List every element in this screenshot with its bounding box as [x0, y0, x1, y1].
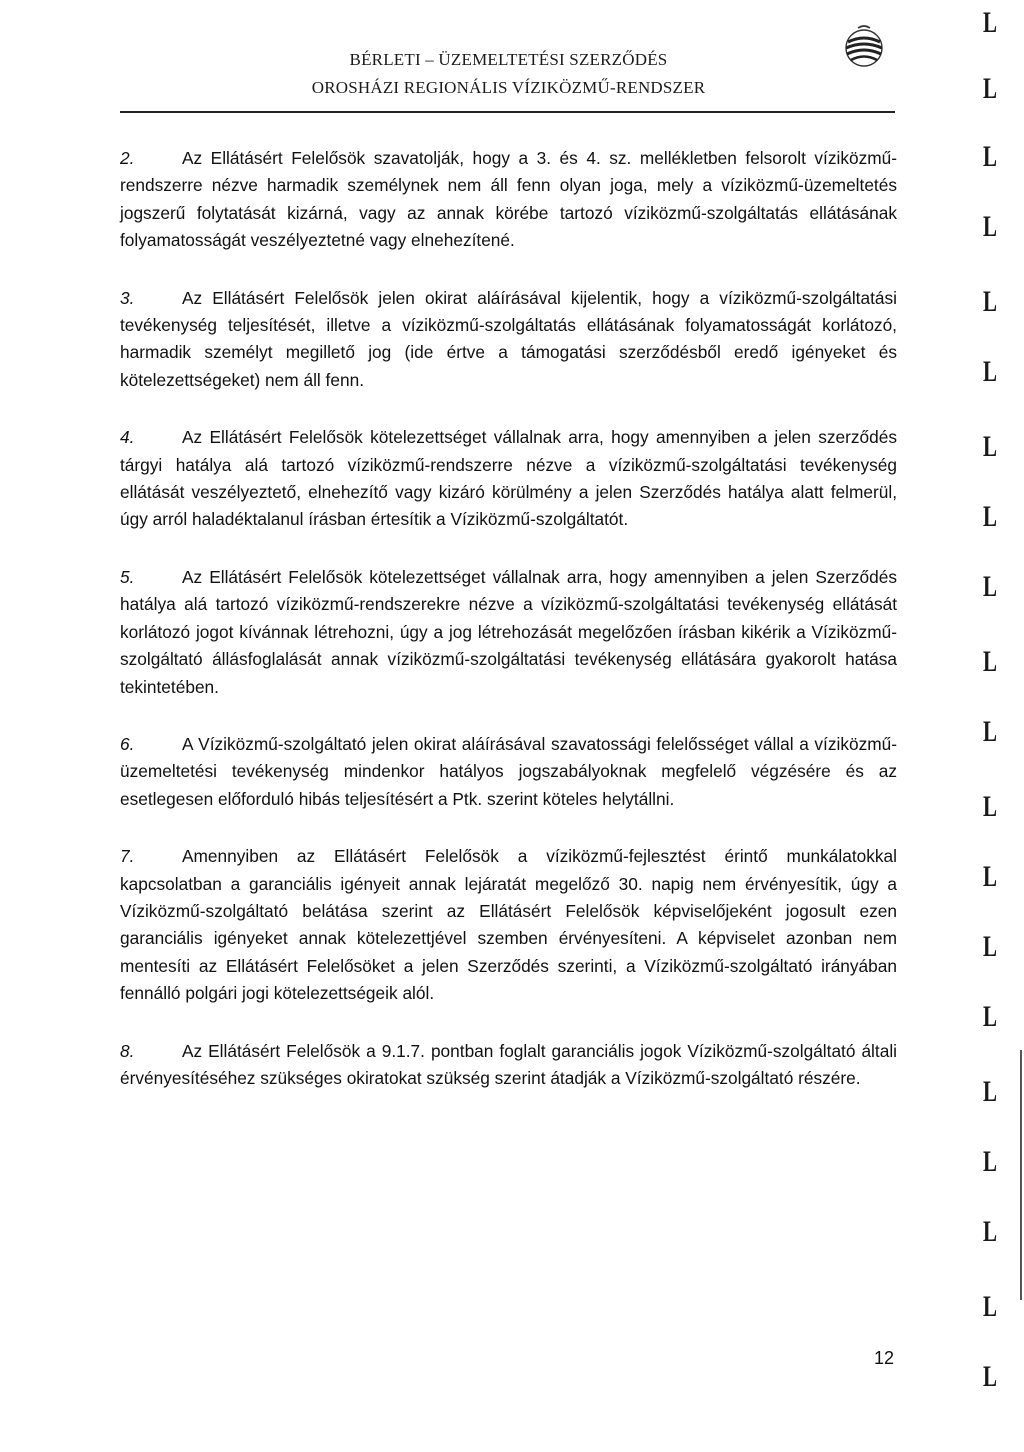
- edge-mark: L: [983, 210, 998, 243]
- edge-mark: L: [983, 430, 998, 463]
- clause-number: 5.: [120, 566, 135, 587]
- edge-mark: L: [983, 500, 998, 533]
- scan-edge-line: [1020, 1050, 1022, 1300]
- edge-mark: L: [983, 1290, 998, 1323]
- clause-2: [120, 145, 897, 255]
- edge-mark: L: [983, 1360, 998, 1393]
- edge-mark: L: [983, 930, 998, 963]
- clause-8: [120, 1038, 897, 1093]
- edge-mark: L: [983, 355, 998, 388]
- clause-text: Az Ellátásért Felelősök jelen okirat aláírásával kijelentik, hogy a víziközmű-szolgáltatási tevékenység teljesítését, illetve a víziközmű-szolgáltatás ellátásának folyamatosságát korlátozó, harmadik személyt megillető jog (ide értve a támogatási szerződésből eredő igényeket és kötelezettségeket) nem áll fenn.: [120, 287, 897, 390]
- edge-mark: L: [983, 1215, 998, 1248]
- clause-text: Az Ellátásért Felelősök kötelezettséget vállalnak arra, hogy amennyiben a jelen Szerződés hatálya alá tartozó víziközmű-rendszerekre nézve a víziközmű-szolgáltatási tevékenység ellátását korlátozó jogot kívánnak létrehozni, úgy a jog létrehozását megelőzően írásban kikérik a Víziközmű-szolgáltató állásfoglalását annak víziközmű-szolgáltatási tevékenység ellátására gyakorolt hatása tekintetében.: [120, 566, 897, 697]
- clause-6: [120, 731, 897, 813]
- edge-mark: L: [983, 6, 998, 39]
- header-divider: [120, 111, 895, 113]
- clause-5: [120, 564, 897, 701]
- clause-3: [120, 285, 897, 395]
- clause-text: Amennyiben az Ellátásért Felelősök a víziközmű-fejlesztést érintő munkálatokkal kapcsolatban a garanciális igényeit annak lejáratát megelőző 30. napig nem érvényesítik, úgy a Víziközmű-szolgáltató belátása szerint az Ellátásért Felelősök képviselőjeként jogosult ezen garanciális igényeket annak kötelezettjével szemben érvényesíteni. A képviselet azonban nem mentesíti az Ellátásért Felelősöket a jelen Szerződés szerinti, a Víziközmű-szolgáltató irányában fennálló polgári jogi kötelezettségeik alól.: [120, 846, 897, 1004]
- clause-text: Az Ellátásért Felelősök a 9.1.7. pontban foglalt garanciális jogok Víziközmű-szolgáltató általi érvényesítéséhez szükséges okiratokat szükség szerint átadják a Víziközmű-szolgáltató részére.: [120, 1040, 897, 1088]
- clause-number: 8.: [120, 1040, 135, 1061]
- edge-mark: L: [983, 1145, 998, 1178]
- edge-mark: L: [983, 790, 998, 823]
- edge-mark: L: [983, 860, 998, 893]
- edge-mark: L: [983, 715, 998, 748]
- clause-number: 6.: [120, 733, 135, 754]
- clause-number: 4.: [120, 427, 135, 448]
- clause-text: A Víziközmű-szolgáltató jelen okirat aláírásával szavatossági felelősséget vállal a víziközmű-üzemeltetési tevékenység mindenkor hatályos jogszabályoknak megfelelő végzésére és az esetlegesen előforduló hibás teljesítésért a Ptk. szerint köteles helytállni.: [120, 733, 897, 809]
- header-title: BÉRLETI – ÜZEMELTETÉSI SZERZŐDÉS: [349, 50, 668, 69]
- page-number: 12: [874, 1348, 895, 1368]
- edge-mark: L: [983, 285, 998, 318]
- clause-text: Az Ellátásért Felelősök szavatolják, hogy a 3. és 4. sz. mellékletben felsorolt víziközmű-rendszerre nézve harmadik személynek nem áll fenn olyan joga, mely a víziközmű-üzemeltetés jogszerű folytatását kizárná, vagy az annak körébe tartozó víziközmű-szolgáltatás ellátásának folyamatosságát veszélyeztetné vagy elnehezítené.: [120, 148, 897, 251]
- clause-number: 7.: [120, 846, 135, 867]
- clause-number: 2.: [120, 148, 135, 168]
- edge-mark: L: [983, 1075, 998, 1108]
- clause-text: Az Ellátásért Felelősök kötelezettséget vállalnak arra, hogy amennyiben a jelen szerződés tárgyi hatálya alá tartozó víziközmű-rendszerre nézve a víziközmű-szolgáltatási tevékenység ellátását veszélyeztető, elnehezítő vagy kizáró körülmény a jelen Szerződés hatálya alatt felmerül, úgy arról haladéktalanul írásban értesítik a Víziközmű-szolgáltatót.: [120, 427, 897, 530]
- header-subtitle: OROSHÁZI REGIONÁLIS VÍZIKÖZMŰ-RENDSZER: [311, 78, 706, 97]
- edge-mark: L: [983, 1000, 998, 1033]
- scan-edge-marks: [980, 0, 1024, 1452]
- clause-4: [120, 424, 897, 534]
- clause-number: 3.: [120, 287, 135, 308]
- edge-mark: L: [983, 570, 998, 603]
- edge-mark: L: [983, 140, 998, 173]
- edge-mark: L: [983, 72, 998, 105]
- document-header: [120, 44, 897, 102]
- clause-7: [120, 843, 897, 1007]
- document-body: [120, 145, 897, 1122]
- edge-mark: L: [983, 645, 998, 678]
